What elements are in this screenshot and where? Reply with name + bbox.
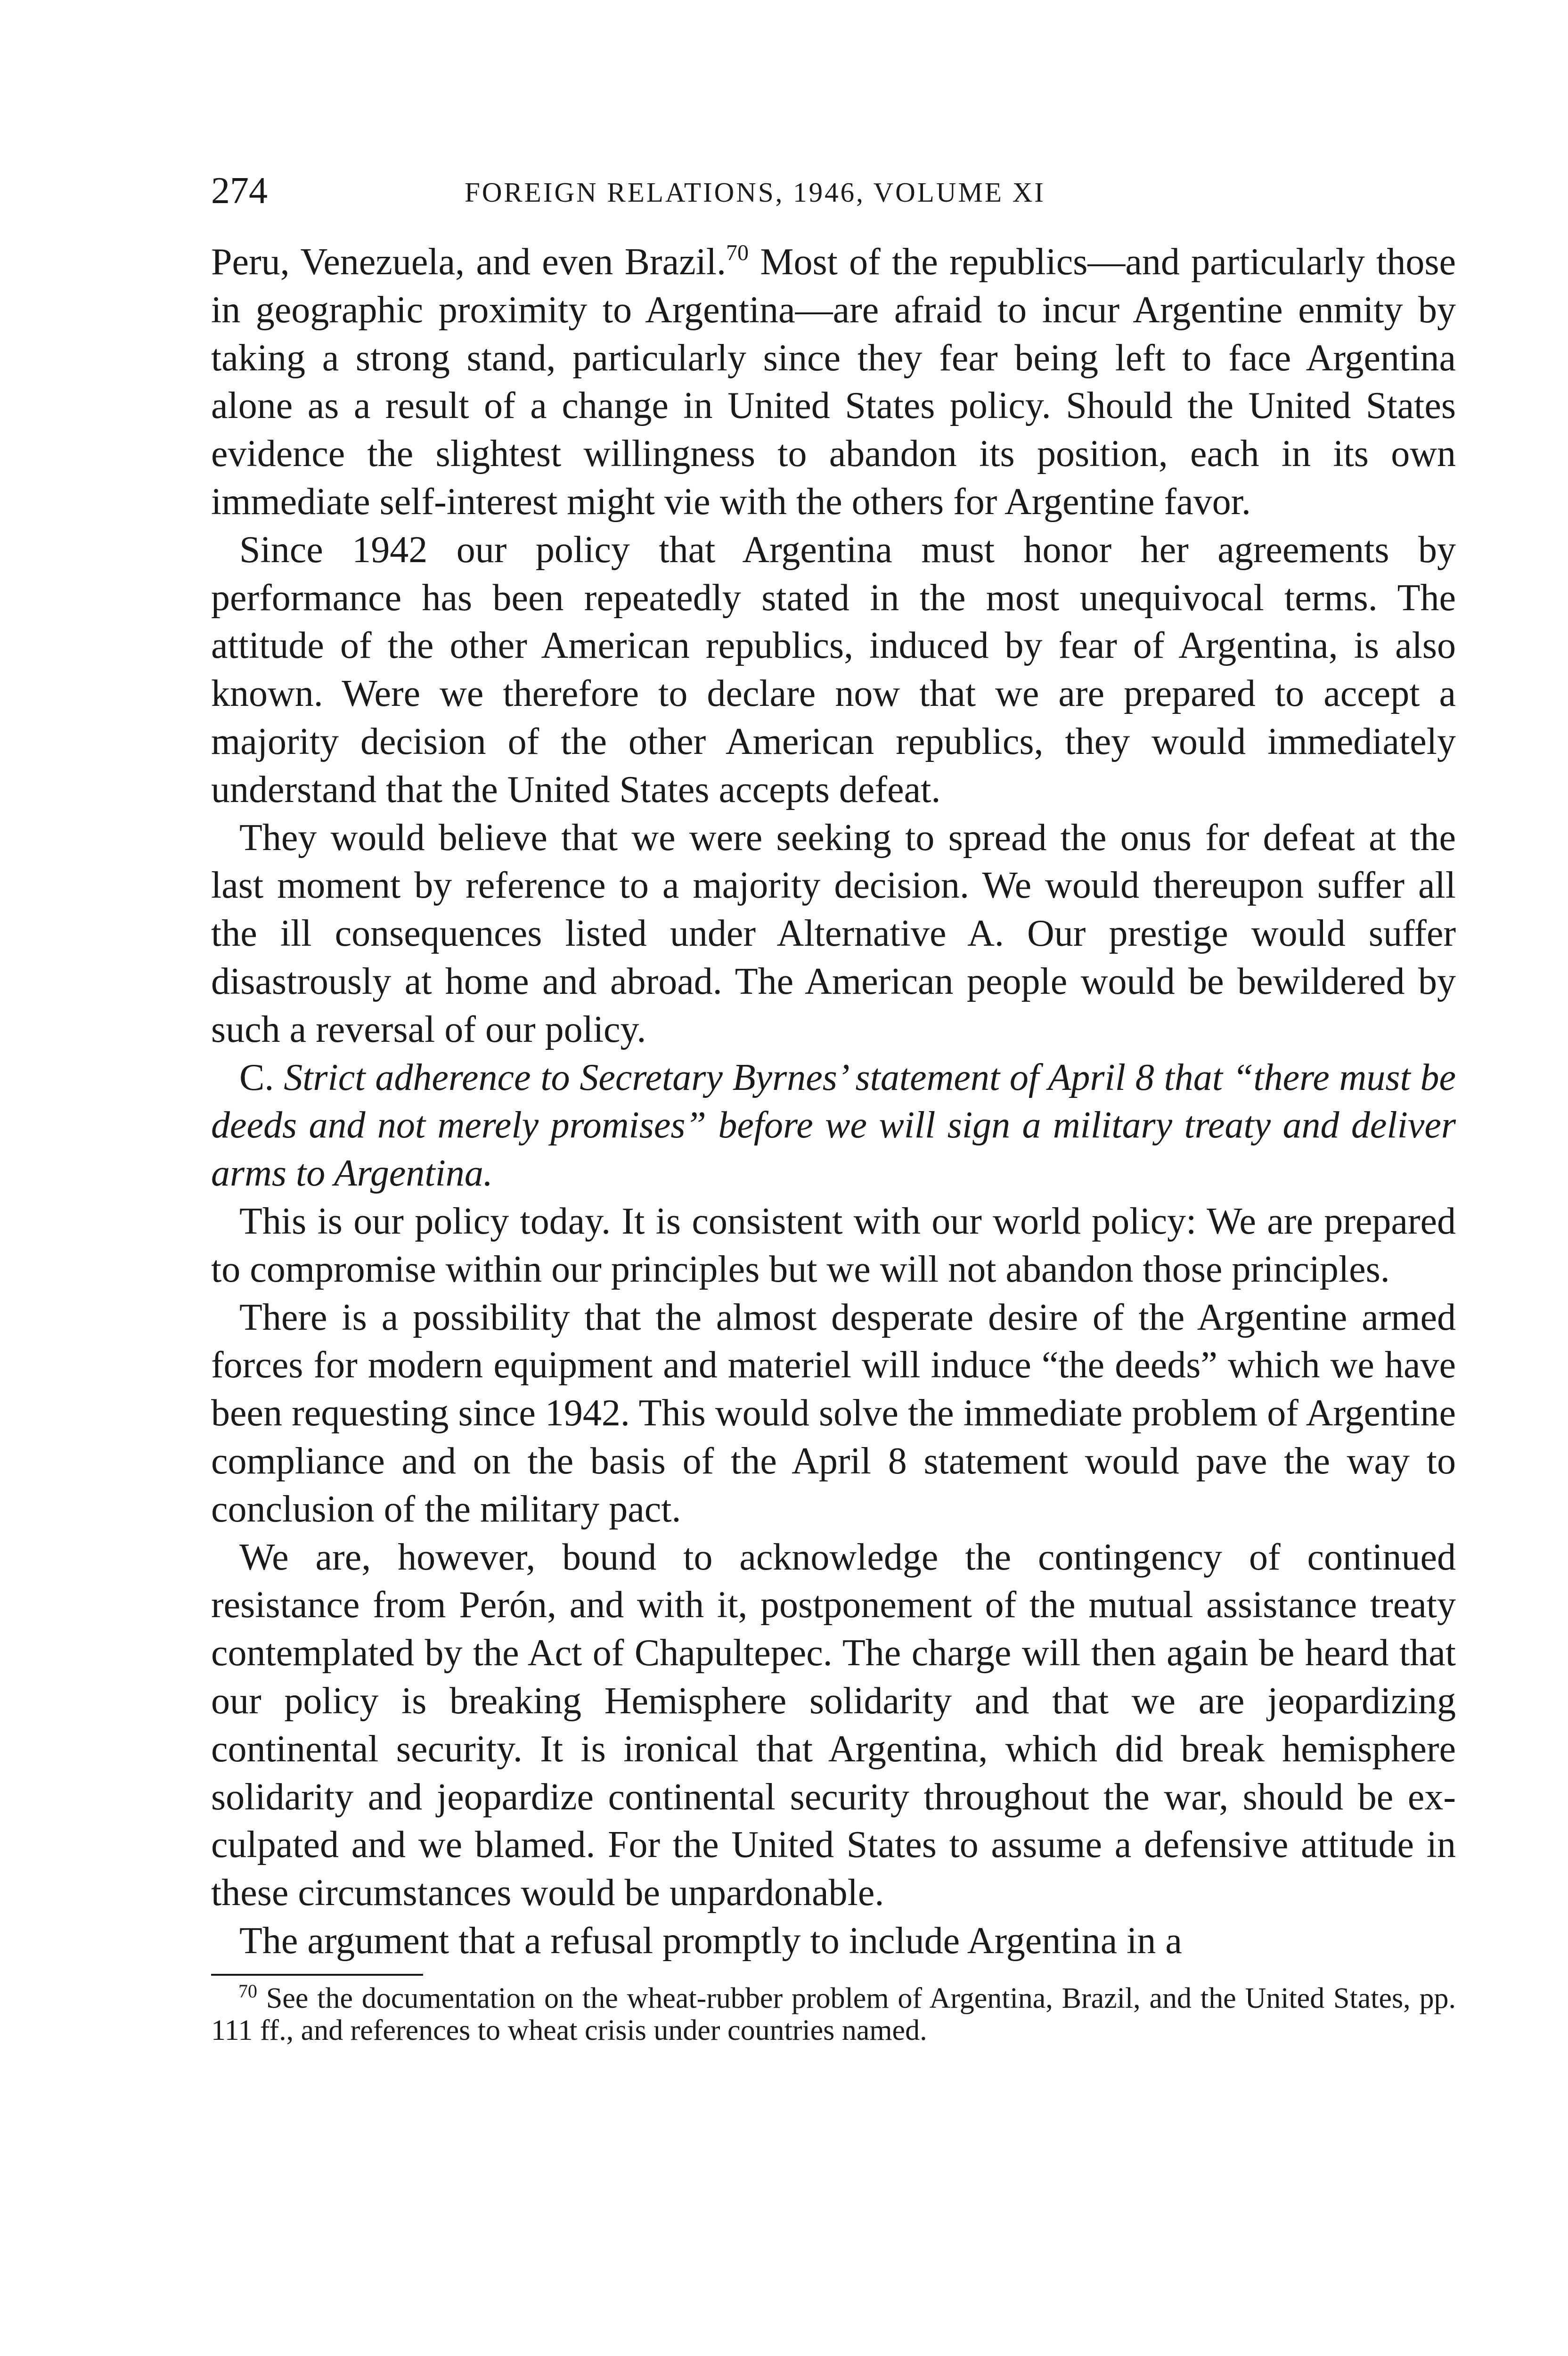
paragraph: This is our policy today. It is consistent with our world policy: We are prepared to compromise within our principles but we will not abandon those principles.	[211, 1200, 1456, 1290]
footnote-number: 70	[238, 1980, 257, 2002]
alternative-title: Strict adherence to Secretary Byrnes’ statement of April 8 that “there must be deeds and not merely promises” before we will sign a military treaty and deliver arms to Argentina.	[211, 1056, 1456, 1194]
footnote-reference: 70	[726, 240, 749, 265]
footnote-divider	[211, 1974, 423, 1976]
running-header	[211, 170, 1456, 212]
page-number: 274	[211, 170, 268, 212]
body-text	[211, 238, 1456, 1965]
alternative-heading	[211, 1054, 1456, 1198]
footnote	[211, 1982, 1456, 2046]
page-header-title: FOREIGN RELATIONS, 1946, VOLUME XI	[465, 177, 1045, 208]
paragraph-text: Most of the republics—and particularly those in geographic proximity to Argentina—are afraid to incur Argentine enmity by taking a strong stand, particularly since they fear being left to face Argentina alone as a result of a change in United States policy. Should the United States evidence the slightest willingness to abandon its position, each in its own immediate self-interest might vie with the others for Argentine favor.	[211, 241, 1456, 523]
paragraph: We are, however, bound to acknowledge the contingency of continued resistance from Perón, and with it, postponement of the mutual assistance treaty contemplated by the Act of Chapultepec. The charge will then again be heard that our policy is breaking Hemisphere solidarity and that we are jeopardizing continental security. It is ironical that Argentina, which did break hemisphere solidarity and jeopardize continental security throughout the war, should be exculpated and we blamed. For the United States to assume a defensive attitude in these circumstances would be unpardonable.	[211, 1536, 1456, 1914]
paragraph: There is a possibility that the almost desperate desire of the Argentine armed forces for modern equipment and materiel will induce “the deeds” which we have been requesting since 1942. This would solve the immediate problem of Argentine compliance and on the basis of the April 8 statement would pave the way to conclusion of the military pact.	[211, 1296, 1456, 1530]
footnote-text: See the documentation on the wheat-rubber problem of Argentina, Brazil, and the United States, pp. 111 ff., and references to wheat crisis under countries named.	[211, 1982, 1456, 2046]
paragraph: They would believe that we were seeking to spread the onus for defeat at the last moment by reference to a majority decision. We would thereupon suffer all the ill consequences listed under Alternative A. Our prestige would suffer disastrously at home and abroad. The American people would be bewildered by such a reversal of our policy.	[211, 817, 1456, 1050]
document-page	[211, 170, 1456, 2046]
alternative-label: C.	[239, 1056, 284, 1098]
paragraph: The argument that a refusal promptly to include Argentina in a	[239, 1920, 1182, 1962]
paragraph	[211, 238, 1456, 526]
paragraph: Since 1942 our policy that Argentina must honor her agreements by performance has been repeatedly stated in the most unequivocal terms. The attitude of the other American republics, induced by fear of Argentina, is also known. Were we therefore to declare now that we are prepared to accept a majority decision of the other American republics, they would immediately understand that the United States accepts defeat.	[211, 529, 1456, 810]
paragraph-text: Peru, Venezuela, and even Brazil.	[211, 241, 727, 283]
